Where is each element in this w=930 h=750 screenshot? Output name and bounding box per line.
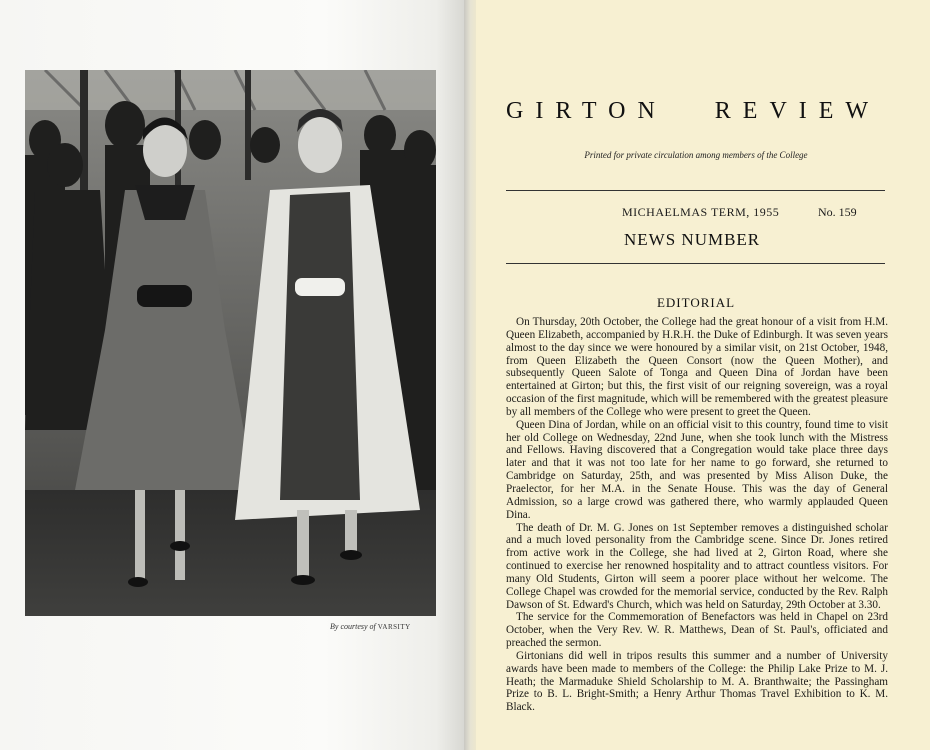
issue-term: MICHAELMAS TERM, 1955 [622, 205, 780, 219]
editorial-paragraph: On Thursday, 20th October, the College had the great honour of a visit from H.M. Queen Elizabeth, accompanied by H.R.H. the Duke of Edinburgh. It was seven years almost to the day since we were honoured by a similar visit, on 21st October, 1948, from Queen Elizabeth the Queen Consort (now the Queen Mother), and subsequently Queen Salote of Tonga and Queen Dina of Jordan have been entertained at Girton; but this, the first visit of our reigning sovereign, was a royal occasion of the first magnitude, which will be remembered with the greatest pleasure by all members of the College who were present to greet the Queen. [506, 316, 888, 418]
left-page [0, 0, 464, 750]
editorial-body [506, 316, 888, 714]
editorial-heading: EDITORIAL [656, 295, 736, 310]
masthead-rule-bottom [506, 263, 885, 264]
masthead-subtitle: Printed for private circulation among members of the College [584, 150, 808, 160]
caption-prefix: By courtesy of [330, 622, 376, 631]
editorial-paragraph: Girtonians did well in tripos results this summer and a number of University awards have been made to members of the College: the Philip Lake Prize to M. J. Heath; the Marmaduke Shield Scholarship to M. A. Branthwaite; the Passingham Prize to B. L. Bright-Smith; a Henry Arthur Thomas Travel Exhibition to K. M. Black. [506, 649, 888, 714]
caption-source: VARSITY [377, 623, 411, 631]
masthead-title: GIRTON REVIEW [506, 98, 881, 124]
editorial-paragraph: The service for the Commemoration of Benefactors was held in Chapel on 23rd October, when the Very Rev. W. R. Matthews, Dean of St. Paul's, officiated and preached the sermon. [506, 611, 888, 650]
editorial-paragraph: The death of Dr. M. G. Jones on 1st September removes a distinguished scholar and a much loved personality from the Cambridge scene. Since Dr. Jones retired from active work in the College, she had lived at 2, Girton Road, where she continued to exercise her renowned hospitality and to attract countless visitors. For many Old Students, Girton will seem a poorer place without her welcome. The College Chapel was crowded for the memorial service, conducted by the Rev. Ralph Dawson of St. Edward's Church, which was held on Saturday, 29th October at 3.30. [506, 521, 888, 611]
editorial-paragraph: Queen Dina of Jordan, while on an official visit to this country, found time to visit her old College on Wednesday, 22nd June, when she took lunch with the Mistress and Fellows. Having discovered that a Congregation would take place three days later and that it was not too late for her name to go forward, she returned to Cambridge on Saturday, 25th, and was presented by Miss Alison Duke, the Praelector, for her M.A. in the Senate House. This was the day of General Admission, so a large crowd was gathered there, who warmly applauded Queen Dina. [506, 418, 888, 521]
edition-title: NEWS NUMBER [624, 230, 761, 249]
issue-number: No. 159 [818, 205, 857, 219]
masthead-rule-top [506, 190, 885, 191]
photo-caption [330, 622, 411, 631]
photograph-icon [25, 70, 436, 616]
royal-visit-photograph [25, 70, 436, 616]
